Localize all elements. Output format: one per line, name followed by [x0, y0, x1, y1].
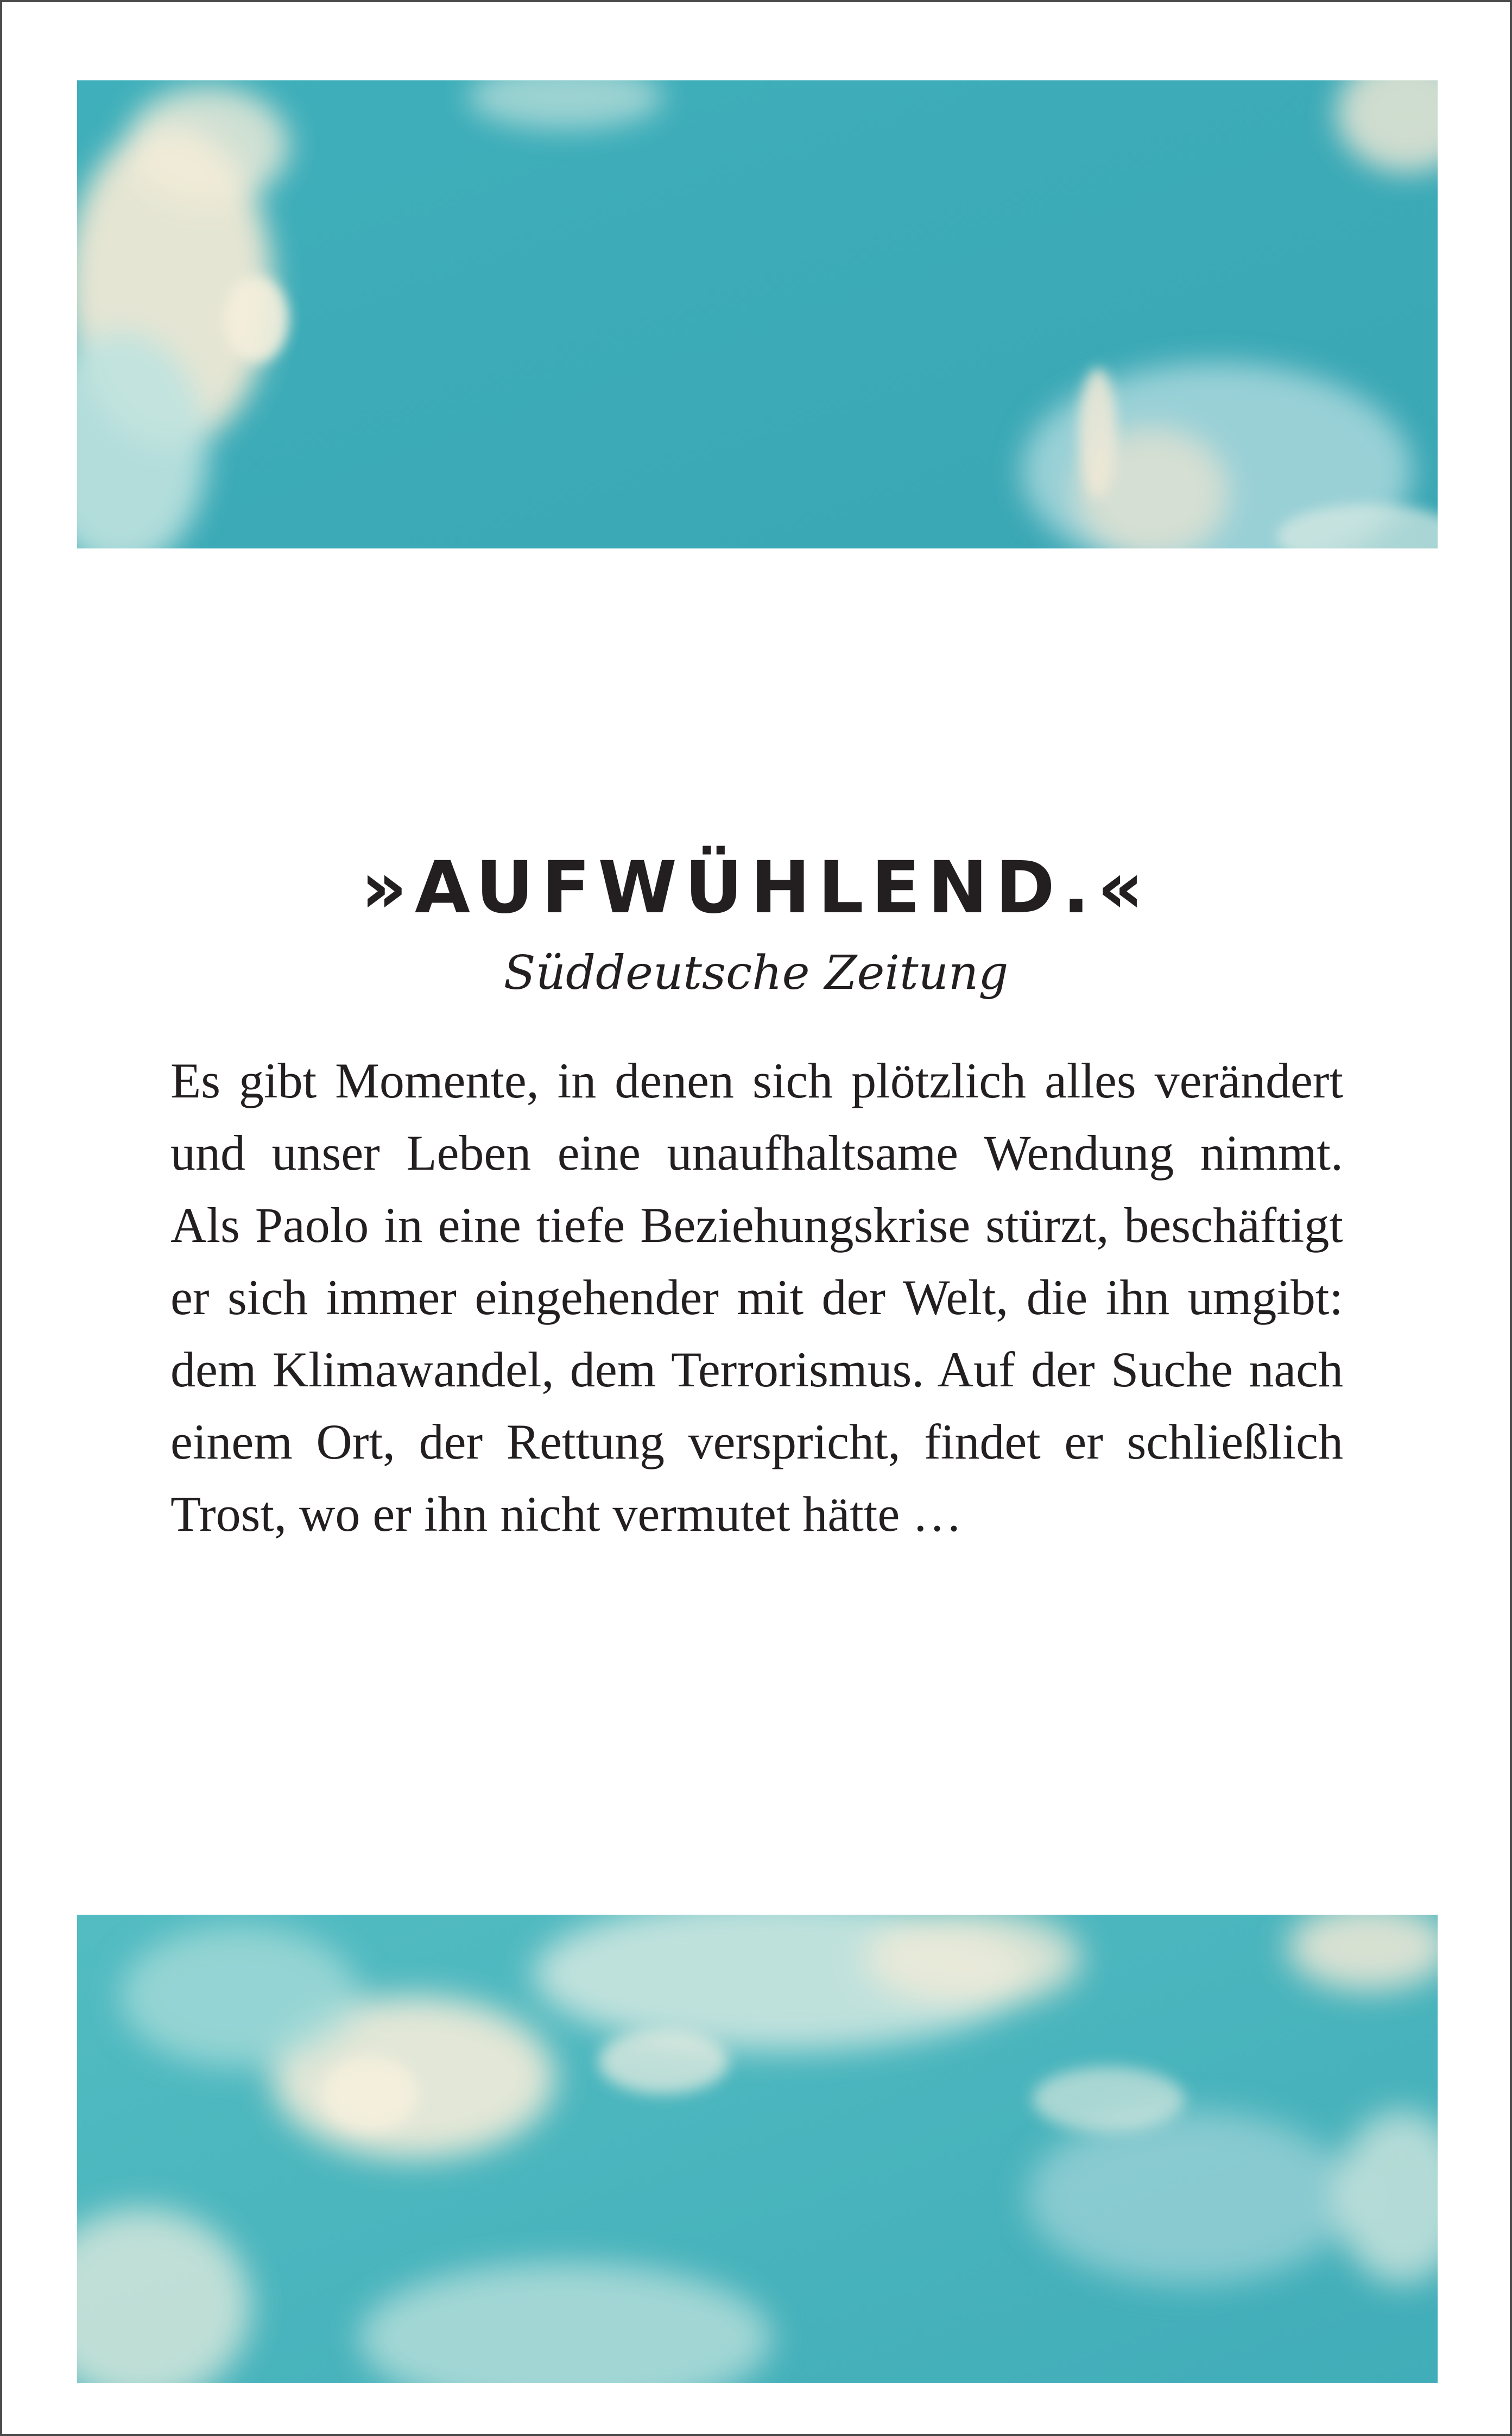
sky-illustration-bottom [77, 1915, 1438, 2383]
book-blurb [170, 1045, 1343, 1550]
blurb-line: einem Ort, der Rettung verspricht, findet er schließlich [170, 1414, 1343, 1469]
review-quote-heading: »AUFWÜHLEND.« [360, 846, 1152, 930]
review-source: Süddeutsche Zeitung [503, 946, 1009, 1000]
blurb-line: er sich immer eingehender mit der Welt, die ihn umgibt: [170, 1270, 1343, 1325]
blurb-line: Trost, wo er ihn nicht vermutet hätte … [170, 1486, 963, 1542]
blurb-line: dem Klimawandel, dem Terrorismus. Auf der Suche nach [170, 1342, 1343, 1397]
blurb-line: Es gibt Momente, in denen sich plötzlich alles verändert [170, 1053, 1343, 1108]
sky-watercolor-bottom [77, 1915, 1438, 2383]
sky-illustration-top [77, 80, 1438, 548]
blurb-line: Als Paolo in eine tiefe Beziehungskrise stürzt, beschäftigt [170, 1197, 1343, 1253]
blurb-line: und unser Leben eine unaufhaltsame Wendung nimmt. [170, 1125, 1343, 1181]
sky-watercolor-top [77, 80, 1438, 548]
